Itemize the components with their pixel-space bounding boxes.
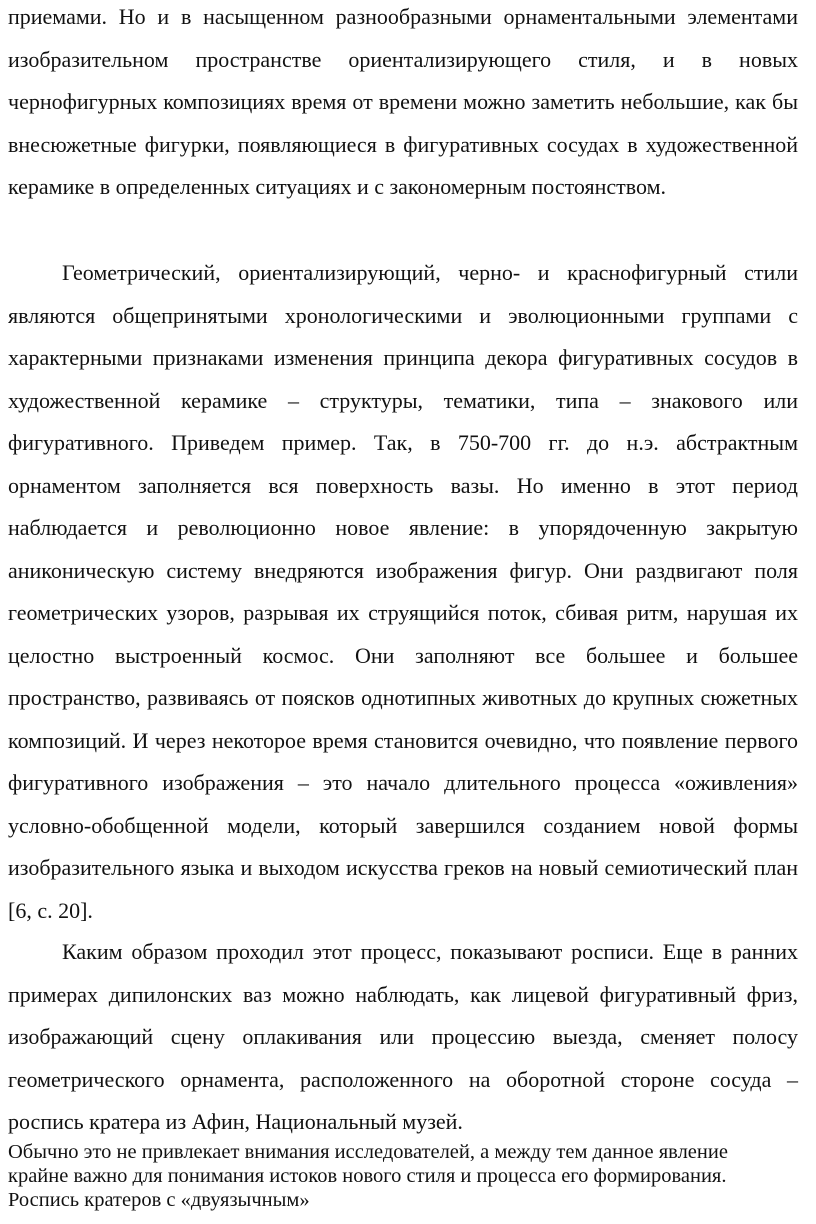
paragraph-tail-fragment: Обычно это не привлекает внимания исследователей, а между тем данное явление крайне важно для понимания истоков нового стиля и процесса его формирования. Роспись кратеров с «двуязычным»	[8, 1141, 728, 1211]
paragraph-styles-chronology: Геометрический, ориентализирующий, черно- и краснофигурный стили являются общепринятыми хронологическими и эволюционными группами с характерными признаками изменения принципа декора фигуративных сосудов в художественной керамике – структуры, тематики, типа – знакового или фигуративного. Приведем пример. Так, в 750-700 гг. до н.э. абстрактным орнаментом заполняется вся поверхность вазы. Но именно в этот период наблюдается и революционно новое явление: в упорядоченную закрытую аниконическую систему внедряются изображения фигур. Они раздвигают поля геометрических узоров, разрывая их струящийся поток, сбивая ритм, нарушая их целостно выстроенный космос. Они заполняют все большее и большее пространство, развиваясь от поясков однотипных животных до крупных сюжетных композиций. И через некоторое время становится очевидно, что появление первого фигуративного изображения – это начало длительного процесса «оживления» условно-обобщенной модели, который завершился созданием новой формы изобразительного языка и выходом искусства греков на новый семиотический план [6, с. 20].	[8, 260, 798, 923]
paragraph-continuation: приемами. Но и в насыщенном разнообразными орнаментальными элементами изобразительном пространстве ориентализирующего стиля, и в новых чернофигурных композициях время от времени можно заметить небольшие, как бы внесюжетные фигурки, появляющиеся в фигуративных сосудах в художественной керамике в определенных ситуациях и с закономерным постоянством.	[8, 4, 798, 199]
paragraph-dipylon-vases: Каким образом проходил этот процесс, показывают росписи. Еще в ранних примерах дипилонских ваз можно наблюдать, как лицевой фигуративный фриз, изображающий сцену оплакивания или процессию выезда, сменяет полосу геометрического орнамента, расположенного на оборотной стороне сосуда – роспись кратера из Афин, Национальный музей.	[8, 939, 798, 1134]
